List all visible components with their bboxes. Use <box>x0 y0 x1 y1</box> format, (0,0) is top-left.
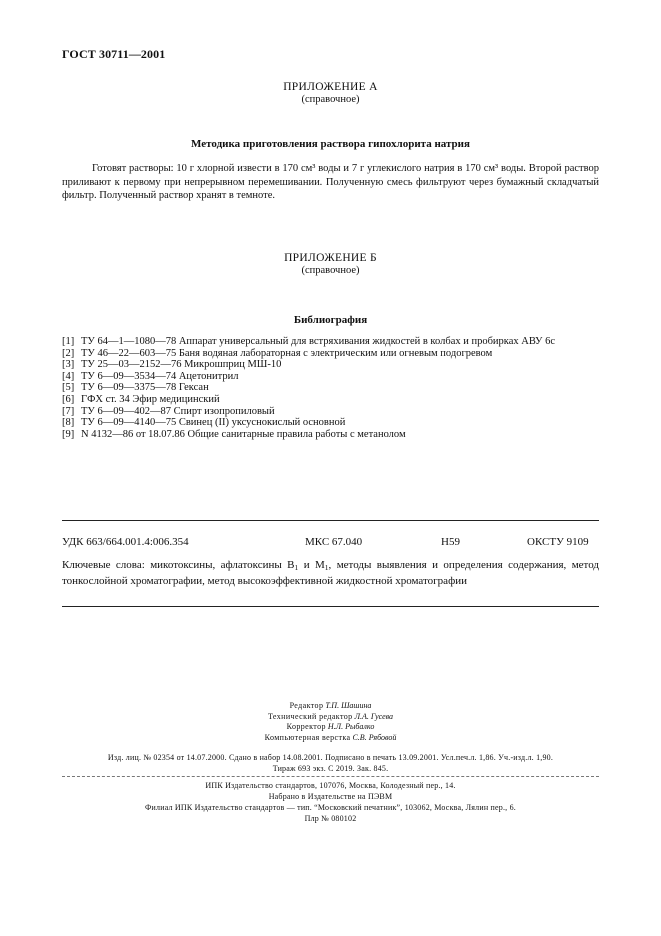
appendix-a-paragraph <box>62 162 599 203</box>
bibliography-text: ТУ 6—09—402—87 Спирт изопропиловый <box>81 405 275 417</box>
bibliography-number: [4] <box>62 370 75 382</box>
bibliography-item <box>62 406 602 418</box>
top-divider <box>62 520 599 521</box>
credit-person: Л.А. Гусева <box>354 711 394 721</box>
credits <box>0 701 661 743</box>
bibliography-text: N 4132—86 от 18.07.86 Общие санитарные правила работы с метанолом <box>81 428 406 440</box>
bibliography-number: [8] <box>62 417 75 429</box>
bibliography-title: Библиография <box>293 314 368 326</box>
keywords-prefix: Ключевые слова: микотоксины, афлатоксины B <box>62 559 295 571</box>
bibliography-text: ТУ 6—09—3375—78 Гексан <box>81 382 209 394</box>
appendix-b-subtitle: (справочное) <box>301 265 360 276</box>
bibliography-number: [5] <box>62 382 75 394</box>
bibliography-item <box>62 382 602 394</box>
bibliography-item <box>62 371 602 383</box>
credit-line <box>0 712 661 723</box>
bibliography-list <box>62 336 602 440</box>
imprint-line: Набрано в Издательстве на ПЭВМ <box>268 792 393 801</box>
appendix-a-paragraph-text: Готовят растворы: 10 г хлорной извести в 170 см³ воды и 7 г углекислого натрия в 170 см³ воды. Второй раствор приливают к первому при непрерывном перемешивании. Полученную смесь фильтруют через бумажный складчатый фильтр. Полученный раствор хранят в темноте. <box>62 163 599 202</box>
bibliography-text: ГФХ ст. 34 Эфир медицинский <box>81 393 220 405</box>
credit-role: Корректор <box>286 722 326 732</box>
bibliography-text: ТУ 64—1—1080—78 Аппарат универсальный для встряхивания жидкостей в колбах и пробирках АВУ 6с <box>81 336 555 347</box>
bibliography-number: [1] <box>62 336 75 347</box>
credit-line <box>0 722 661 733</box>
credit-role: Технический редактор <box>267 711 353 721</box>
bibliography-item <box>62 359 602 371</box>
bibliography-number: [3] <box>62 359 75 371</box>
bottom-divider <box>62 606 599 607</box>
bibliography-number: [6] <box>62 393 75 405</box>
bibliography-item <box>62 348 602 360</box>
credit-line <box>0 701 661 712</box>
bibliography-number: [7] <box>62 405 75 417</box>
imprint-line: Филиал ИПК Издательство стандартов — тип. “Московский печатник”, 103062, Москва, Лялин пер., 6. <box>145 803 516 812</box>
bibliography-text: ТУ 25—03—2152—76 Микрошприц МШ-10 <box>81 359 282 371</box>
appendix-a-section-title: Методика приготовления раствора гипохлорита натрия <box>191 138 470 150</box>
bibliography-number: [2] <box>62 347 75 359</box>
credit-person: Н.Л. Рыбалко <box>327 722 375 732</box>
bibliography-number: [9] <box>62 428 75 440</box>
bibliography-text: ТУ 6—09—3534—74 Ацетонитрил <box>81 370 239 382</box>
udk-code: УДК 663/664.001.4:006.354 <box>62 536 189 548</box>
credit-role: Компьютерная верстка <box>264 732 351 742</box>
bibliography-item <box>62 429 602 441</box>
bibliography-item <box>62 394 602 406</box>
imprint-line: Плр № 080102 <box>304 814 357 823</box>
imprint-line: ИПК Издательство стандартов, 107076, Москва, Колодезный пер., 14. <box>205 781 456 790</box>
publication-details: Изд. лиц. № 02354 от 14.07.2000. Сдано в набор 14.08.2001. Подписано в печать 13.09.2001. Усл.печ.л. 1,86. Уч.-изд.л. 1,90. <box>107 753 554 762</box>
document-id: ГОСТ 30711—2001 <box>62 47 166 61</box>
appendix-a-subtitle: (справочное) <box>301 94 360 105</box>
credit-person: Т.П. Шашина <box>325 701 372 710</box>
bibliography-item <box>62 417 602 429</box>
credit-person: С.В. Рябовой <box>352 732 397 742</box>
keywords-subscript-b: 1 <box>294 563 299 572</box>
keywords-subscript-m: 1 <box>324 563 329 572</box>
keywords-mid: и M <box>298 559 325 571</box>
dashed-divider <box>62 776 599 777</box>
okstu-code: ОКСТУ 9109 <box>527 536 589 548</box>
credit-role: Редактор <box>289 701 324 710</box>
print-run: Тираж 693 экз. С 2019. Зак. 845. <box>272 764 389 773</box>
bibliography-item <box>62 336 602 348</box>
mks-code: МКС 67.040 <box>305 536 363 548</box>
bibliography-text: ТУ 46—22—603—75 Баня водяная лабораторная с электрическим или огневым подогревом <box>81 347 493 359</box>
okp-code: Н59 <box>441 536 460 548</box>
appendix-b-title: ПРИЛОЖЕНИЕ Б <box>284 252 377 264</box>
keywords-suffix: , методы выявления и определения содержания, метод тонкослойной хроматографии, метод высокоэффективной жидкостной хроматографии <box>62 559 599 587</box>
keywords <box>62 559 599 588</box>
bibliography-text: ТУ 6—09—4140—75 Свинец (II) уксуснокислый основной <box>81 417 346 429</box>
appendix-a-title: ПРИЛОЖЕНИЕ А <box>283 81 378 93</box>
credit-line <box>0 733 661 744</box>
